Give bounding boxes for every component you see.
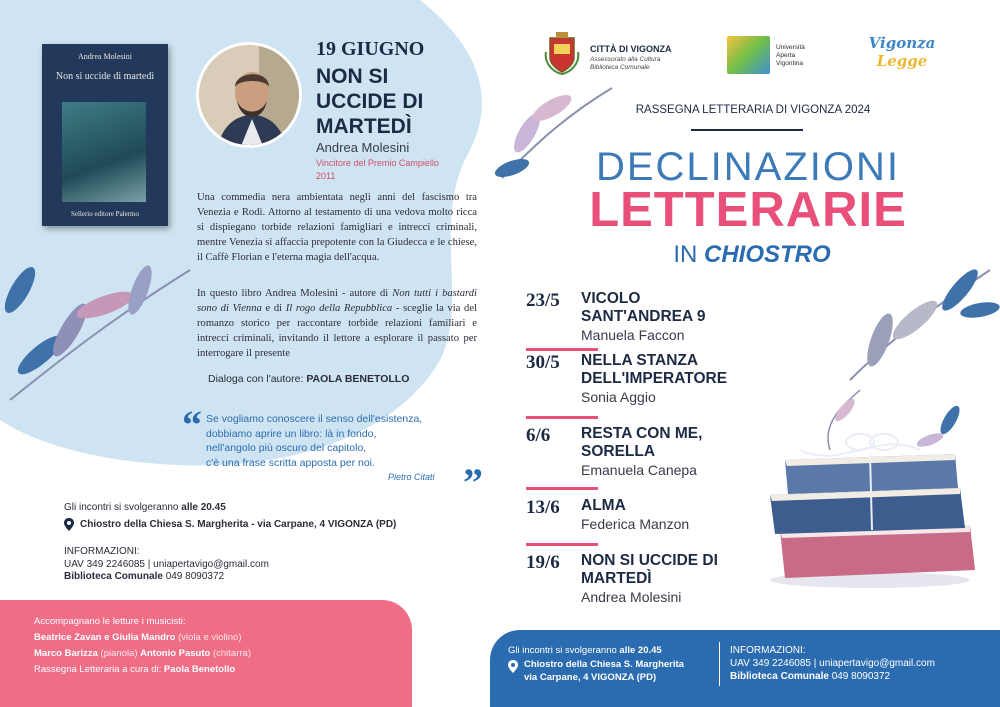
book-cover-publisher: Sellerio editore Palermo (70, 210, 140, 218)
universita-logo-icon (727, 36, 770, 74)
curator-name: Paola Benetollo (163, 664, 236, 675)
dialog-line (208, 373, 409, 385)
schedule-title: RESTA CON ME, SORELLA (581, 425, 703, 460)
bottom-contacts (730, 644, 935, 683)
bottom-venue-line-2: via Carpane, 4 VIGONZA (PD) (524, 672, 657, 683)
uni-line-3: Vigontina (776, 60, 803, 67)
schedule-title: NELLA STANZA DELL'IMPERATORE (581, 352, 728, 387)
city-sub-2: Biblioteca Comunale (590, 64, 650, 71)
venue-info (64, 518, 396, 531)
schedule-item (526, 425, 776, 497)
book-cover (42, 44, 168, 226)
quote-line: dobbiamo aprire un libro: là in fondo, (206, 427, 377, 440)
rassegna-heading: RASSEGNA LETTERARIA DI VIGONZA 2024 (635, 104, 871, 116)
quote-line: nell'angolo più oscuro del capitolo, (206, 442, 367, 454)
desc2-book1: Non tutti i bastardi sono di Vienna (197, 288, 477, 314)
title-declinazioni: DECLINAZIONI (595, 145, 901, 189)
book-cover-artwork (62, 102, 146, 202)
schedule-date: 23/5 (526, 290, 560, 311)
contacts-info (64, 546, 269, 584)
dialog-name: PAOLA BENETOLLO (306, 373, 410, 385)
desc2-pre: In questo libro Andrea Molesini - autore di (197, 288, 393, 299)
time-label: Gli incontri si svolgeranno (64, 502, 179, 513)
event-prize: Vincitore del Premio Campiello 2011 (316, 158, 439, 181)
bottom-biblioteca-phone: 049 8090372 (831, 671, 891, 682)
bottom-time-label: Gli incontri si svolgeranno (508, 645, 617, 656)
event-title: NON SI UCCIDE DI MARTEDÌ (316, 65, 424, 138)
event-description-1: Una commedia nera ambientata negli anni del fascismo tra Venezia e Rodi. Attorno al testamento di una vedova molto ricca si dispiegano torbide relazioni famigliari e intrecci criminali, mentre Venezia si affaccia prepotente con la Giudecca e le chiese, il Caffè Florian e l'eterna magia dell'acqua. (197, 192, 477, 263)
location-pin-icon (508, 660, 518, 673)
bottom-info-uav: UAV 349 2246085 | uniapertavigo@gmail.com (730, 658, 935, 669)
time-info (64, 502, 226, 513)
schedule-divider (526, 416, 598, 419)
quote-line: c'è una frase scritta apposta per noi. (206, 456, 375, 469)
musicians-info (34, 614, 251, 678)
schedule-title: ALMA (581, 497, 626, 514)
leaf-decoration-right (830, 250, 1000, 390)
title-chiostro: CHIOSTRO (704, 241, 831, 268)
schedule-item (526, 290, 776, 352)
title-letterarie: LETTERARIE (589, 183, 907, 237)
info-biblioteca (64, 571, 269, 584)
bottom-biblioteca-label: Biblioteca Comunale (730, 671, 829, 682)
info-biblioteca-phone: 049 8090372 (165, 571, 225, 582)
author-photo (196, 42, 302, 148)
musicians-names-1: Beatrice Zavan e Giulia Mandro (34, 632, 176, 643)
bottom-venue-line-1: Chiostro della Chiesa S. Margherita (524, 659, 684, 670)
schedule-divider (526, 348, 598, 351)
vigonza-coat-of-arms-icon (544, 32, 580, 76)
dialog-label: Dialoga con l'autore: (208, 373, 304, 385)
schedule-item (526, 552, 776, 612)
schedule-date: 30/5 (526, 352, 560, 373)
curator-label: Rassegna Letteraria a cura di: (34, 664, 162, 675)
uni-line-2: Aperta (776, 52, 796, 59)
leaf-decoration-left (0, 230, 200, 410)
info-biblioteca-label: Biblioteca Comunale (64, 571, 163, 582)
musicians-heading: Accompagnano le letture i musicisti: (34, 616, 186, 627)
quote-author: Pietro Citati (388, 472, 435, 482)
musician-name-2a: Marco Barizza (34, 648, 98, 659)
bottom-time-value: alle 20.45 (619, 645, 662, 656)
book-cover-title: Non si uccide di martedì (55, 71, 155, 82)
bottom-venue (508, 658, 684, 684)
schedule-divider (526, 487, 598, 490)
book-cover-author: Andrea Molesini (78, 52, 132, 61)
divider (691, 129, 803, 131)
vigonza-legge-line-2: Legge (876, 52, 928, 70)
venue-text: Chiostro della Chiesa S. Margherita - via Carpane, 4 VIGONZA (PD) (80, 519, 397, 530)
city-name: CITTÀ DI VIGONZA (590, 44, 672, 54)
musicians-line-1 (34, 630, 251, 646)
books-illustration (760, 380, 990, 590)
schedule-date: 6/6 (526, 425, 551, 446)
schedule-divider (526, 543, 598, 546)
schedule-date: 13/6 (526, 497, 560, 518)
curator-line (34, 662, 251, 678)
schedule-author: Andrea Molesini (581, 589, 682, 605)
universita-name (776, 44, 805, 68)
schedule-item (526, 352, 776, 425)
divider (719, 642, 720, 686)
schedule-date: 19/6 (526, 552, 560, 573)
bottom-time-info (508, 644, 662, 657)
city-sub (590, 56, 660, 72)
schedule-author: Sonia Aggio (581, 389, 656, 405)
event-description-2 (197, 286, 477, 361)
schedule-item (526, 497, 776, 552)
bottom-info-heading: INFORMAZIONI: (730, 645, 806, 656)
quote (206, 412, 468, 470)
time-value: alle 20.45 (181, 502, 226, 513)
uni-line-1: Università (776, 44, 805, 51)
desc2-book2: Il rogo della Repubblica (285, 303, 393, 314)
musicians-instr-1: (viola e violino) (178, 632, 242, 643)
location-pin-icon (64, 518, 74, 531)
desc2-post: - sceglie la via del romanzo storico per raccontare torbide relazioni familiari e intrecci criminali, invitando il lettore a esplorare il passato per interrogare il presente (197, 303, 477, 359)
schedule-list (526, 290, 776, 612)
bottom-venue-text (524, 658, 684, 684)
close-quote-icon: ” (463, 460, 483, 505)
title-in: IN (673, 241, 698, 268)
schedule-author: Federica Manzon (581, 516, 690, 532)
schedule-title: NON SI UCCIDE DI MARTEDÌ (581, 552, 718, 587)
quote-line: Se vogliamo conoscere il senso dell'esistenza, (206, 413, 423, 425)
bottom-info-biblioteca (730, 670, 935, 683)
musicians-line-2 (34, 646, 251, 662)
desc2-mid: e di (261, 303, 286, 314)
vigonza-legge-logo (858, 34, 946, 70)
musician-instr-2a: (pianola) (100, 648, 138, 659)
info-uav: UAV 349 2246085 | uniapertavigo@gmail.com (64, 558, 269, 570)
event-author: Andrea Molesini (316, 140, 410, 155)
schedule-author: Manuela Faccon (581, 327, 685, 343)
info-heading: INFORMAZIONI: (64, 546, 140, 557)
city-sub-1: Assessorato alla Cultura (590, 56, 661, 63)
vigonza-legge-line-1: Vigonza (868, 34, 936, 52)
musician-instr-2b: (chitarra) (212, 648, 251, 659)
musician-name-2b: Antonio Pasuto (140, 648, 211, 659)
schedule-title: VICOLO SANT'ANDREA 9 (581, 290, 706, 325)
title-in-chiostro (652, 241, 852, 269)
open-quote-icon: “ (182, 402, 202, 447)
schedule-author: Emanuela Canepa (581, 462, 697, 478)
event-date: 19 GIUGNO (316, 38, 425, 60)
